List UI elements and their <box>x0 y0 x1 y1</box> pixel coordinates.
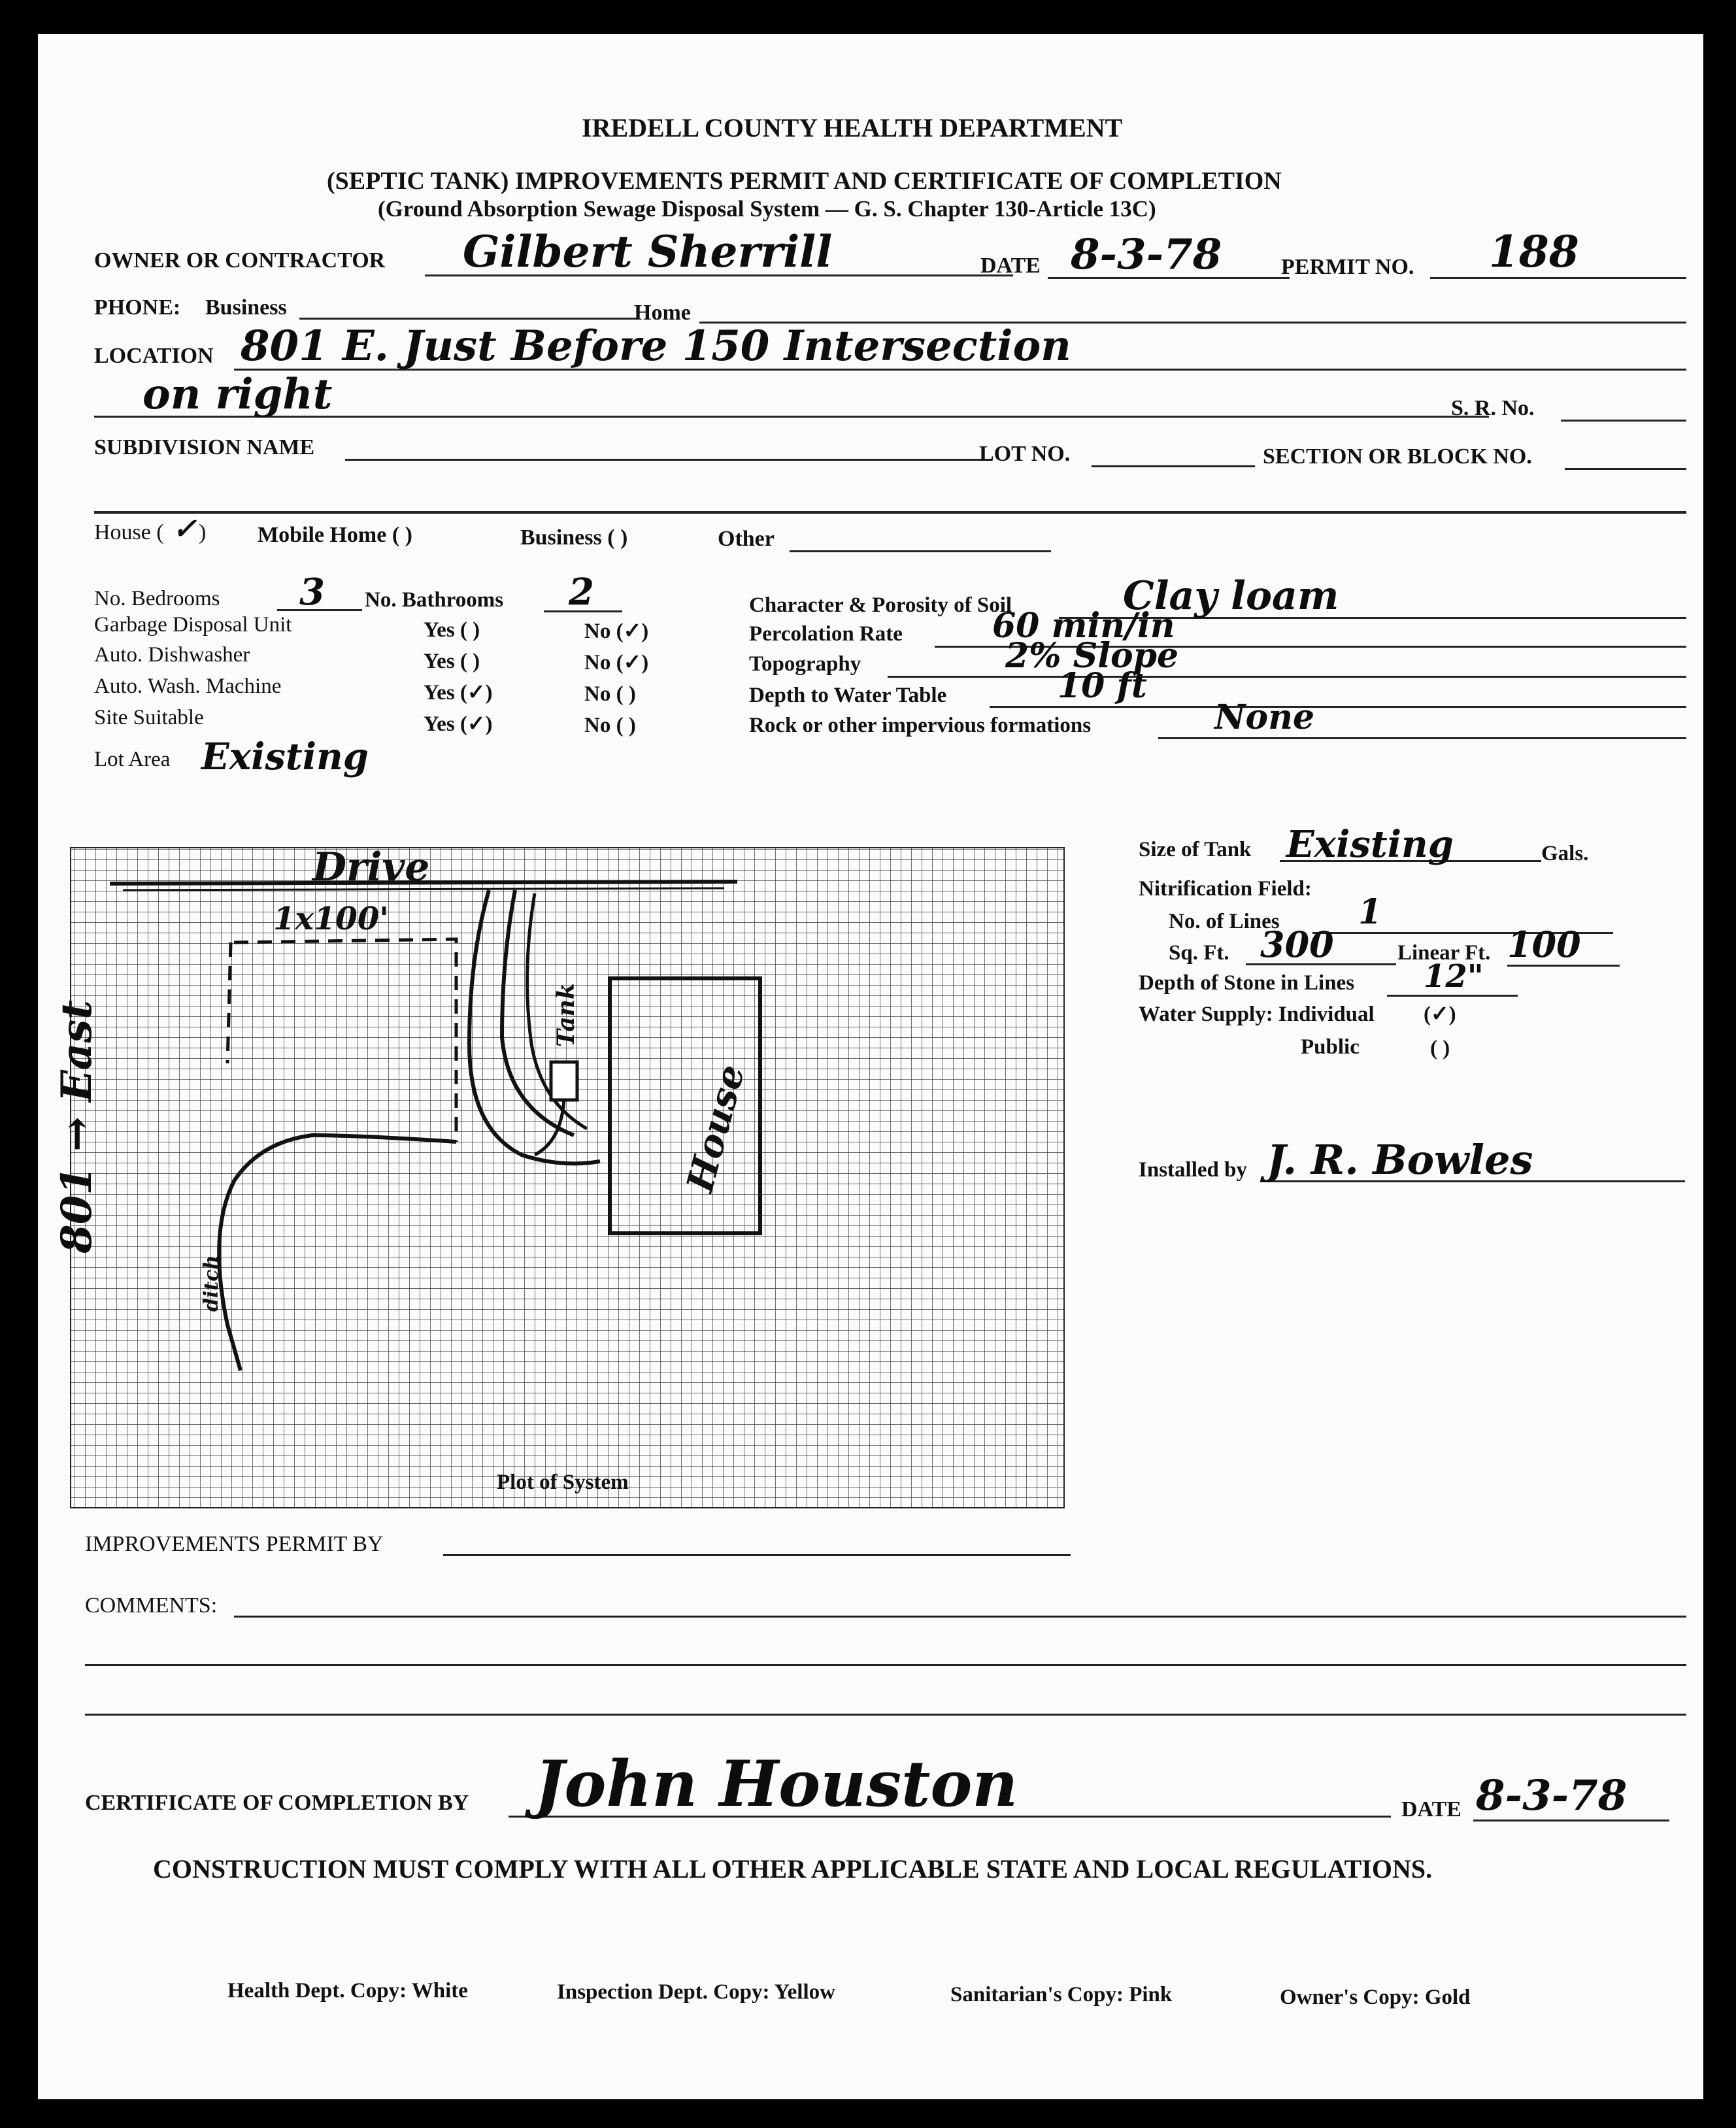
copy-inspection-dept: Inspection Dept. Copy: Yellow <box>557 1980 835 2004</box>
mobile-home-label: Mobile Home ( ) <box>258 523 412 547</box>
permit-label: PERMIT NO. <box>1281 255 1414 279</box>
owner-value: Gilbert Sherrill <box>463 226 833 277</box>
bathrooms-value: 2 <box>569 571 594 614</box>
line-length-label: 1x100' <box>273 901 389 937</box>
bedrooms-value: 3 <box>299 571 325 614</box>
bathrooms-label: No. Bathrooms <box>365 588 504 612</box>
water-public-mark: ( ) <box>1430 1037 1450 1060</box>
water-table-value: 10 ft <box>1058 666 1147 706</box>
tank-size-value: Existing <box>1286 823 1454 866</box>
business-phone-line <box>299 318 639 320</box>
site-suitable-yes: Yes (✓) <box>424 712 493 736</box>
subdivision-label: SUBDIVISION NAME <box>94 435 315 459</box>
improvements-permit-line <box>443 1554 1071 1556</box>
stone-depth-label: Depth of Stone in Lines <box>1139 971 1355 995</box>
installed-label: Installed by <box>1139 1158 1247 1182</box>
sqft-value: 300 <box>1260 923 1334 965</box>
comments-label: COMMENTS: <box>85 1593 218 1618</box>
topography-label: Topography <box>749 652 861 676</box>
lot-area-value: Existing <box>201 735 369 778</box>
comments-line-3 <box>85 1714 1686 1716</box>
site-suitable-label: Site Suitable <box>94 706 204 729</box>
separator-line <box>94 511 1686 514</box>
improvements-permit-label: IMPROVEMENTS PERMIT BY <box>85 1532 384 1556</box>
rock-line <box>1158 737 1686 739</box>
garbage-disposal-label: Garbage Disposal Unit <box>94 613 292 637</box>
certificate-date-value: 8-3-78 <box>1476 1771 1628 1820</box>
comments-line-2 <box>85 1664 1686 1666</box>
rock-label: Rock or other impervious formations <box>749 714 1092 737</box>
water-public-label: Public <box>1301 1035 1360 1059</box>
plot-caption: Plot of System <box>497 1471 629 1494</box>
lot-label: LOT NO. <box>979 442 1071 466</box>
date-value: 8-3-78 <box>1071 230 1222 279</box>
stone-depth-value: 12" <box>1424 958 1484 995</box>
date-label: DATE <box>980 254 1041 278</box>
rock-value: None <box>1214 697 1315 737</box>
ditch-label: ditch <box>200 1255 223 1312</box>
perc-value: 60 min/in <box>992 606 1175 646</box>
water-table-label: Depth to Water Table <box>749 684 947 707</box>
garbage-disposal-yes: Yes ( ) <box>424 618 480 642</box>
section-label: SECTION OR BLOCK NO. <box>1263 444 1532 469</box>
copy-sanitarian: Sanitarian's Copy: Pink <box>950 1983 1173 2006</box>
form-subtitle: (Ground Absorption Sewage Disposal System — G. S. Chapter 130-Article 13C) <box>378 196 1156 222</box>
business-label: Business ( ) <box>520 525 628 550</box>
compliance-notice: CONSTRUCTION MUST COMPLY WITH ALL OTHER APPLICABLE STATE AND LOCAL REGULATIONS. <box>153 1854 1433 1884</box>
permit-value: 188 <box>1489 226 1579 277</box>
nitrification-label: Nitrification Field: <box>1139 877 1312 901</box>
gals-label: Gals. <box>1541 842 1589 865</box>
topography-value: 2% Slope <box>1005 636 1179 676</box>
permit-line <box>1430 277 1686 279</box>
water-supply-label: Water Supply: Individual <box>1139 1003 1375 1026</box>
other-line <box>790 550 1051 552</box>
copy-health-dept: Health Dept. Copy: White <box>227 1979 468 2003</box>
owner-label: OWNER OR CONTRACTOR <box>94 248 386 273</box>
home-phone-label: Home <box>634 301 691 325</box>
house-checkmark: ✓ <box>173 512 197 546</box>
form-title: (SEPTIC TANK) IMPROVEMENTS PERMIT AND CERTIFICATE OF COMPLETION <box>327 167 1282 195</box>
sr-label: S. R. No. <box>1451 396 1535 420</box>
copy-owner: Owner's Copy: Gold <box>1280 1986 1471 2009</box>
drive-label: Drive <box>312 844 430 890</box>
house-label: House ( <box>94 520 164 544</box>
wash-machine-yes: Yes (✓) <box>424 681 493 705</box>
bedrooms-label: No. Bedrooms <box>94 587 220 610</box>
water-individual-mark: (✓) <box>1424 1003 1456 1026</box>
location-label: LOCATION <box>94 344 214 368</box>
other-label: Other <box>718 527 775 551</box>
tank-label: Tank <box>552 983 580 1047</box>
subdivision-line <box>345 459 992 461</box>
site-suitable-no: No ( ) <box>584 714 636 737</box>
stone-depth-line <box>1387 995 1518 997</box>
topography-line <box>888 676 1686 678</box>
sr-line <box>1561 420 1686 422</box>
lines-label: No. of Lines <box>1169 910 1280 933</box>
lot-line <box>1092 465 1255 467</box>
plot-of-system <box>64 828 1097 1514</box>
side-note: 801 → East <box>52 1000 101 1254</box>
certificate-label: CERTIFICATE OF COMPLETION BY <box>85 1791 469 1815</box>
wash-machine-label: Auto. Wash. Machine <box>94 674 282 698</box>
garbage-disposal-no: No (✓) <box>584 620 649 643</box>
section-line <box>1565 468 1686 470</box>
location-value-2: on right <box>142 370 333 419</box>
location-value-1: 801 E. Just Before 150 Intersection <box>241 322 1071 371</box>
house-close: ) <box>199 520 207 544</box>
lines-value: 1 <box>1358 892 1382 932</box>
certificate-signature: John Houston <box>535 1747 1018 1821</box>
dishwasher-yes: Yes ( ) <box>424 650 480 673</box>
wash-machine-no: No ( ) <box>584 682 636 706</box>
business-phone-label: Business <box>205 295 287 320</box>
certificate-date-label: DATE <box>1401 1797 1461 1821</box>
phone-label: PHONE: <box>94 295 181 320</box>
linear-label: Linear Ft. <box>1397 941 1491 965</box>
comments-line-1 <box>234 1616 1686 1618</box>
department-title: IREDELL COUNTY HEALTH DEPARTMENT <box>582 113 1123 142</box>
dishwasher-label: Auto. Dishwasher <box>94 643 250 667</box>
lot-area-label: Lot Area <box>94 748 171 771</box>
soil-value: Clay loam <box>1123 573 1339 619</box>
sqft-label: Sq. Ft. <box>1169 941 1229 965</box>
linear-value: 100 <box>1507 923 1581 965</box>
house-plot-label: House <box>678 1060 754 1197</box>
dishwasher-no: No (✓) <box>584 651 649 674</box>
soil-label: Character & Porosity of Soil <box>749 593 1012 617</box>
water-table-line <box>990 706 1686 708</box>
installed-value: J. R. Bowles <box>1267 1136 1533 1184</box>
perc-label: Percolation Rate <box>749 622 903 646</box>
permit-form <box>38 34 1703 2099</box>
tank-size-label: Size of Tank <box>1139 838 1252 861</box>
